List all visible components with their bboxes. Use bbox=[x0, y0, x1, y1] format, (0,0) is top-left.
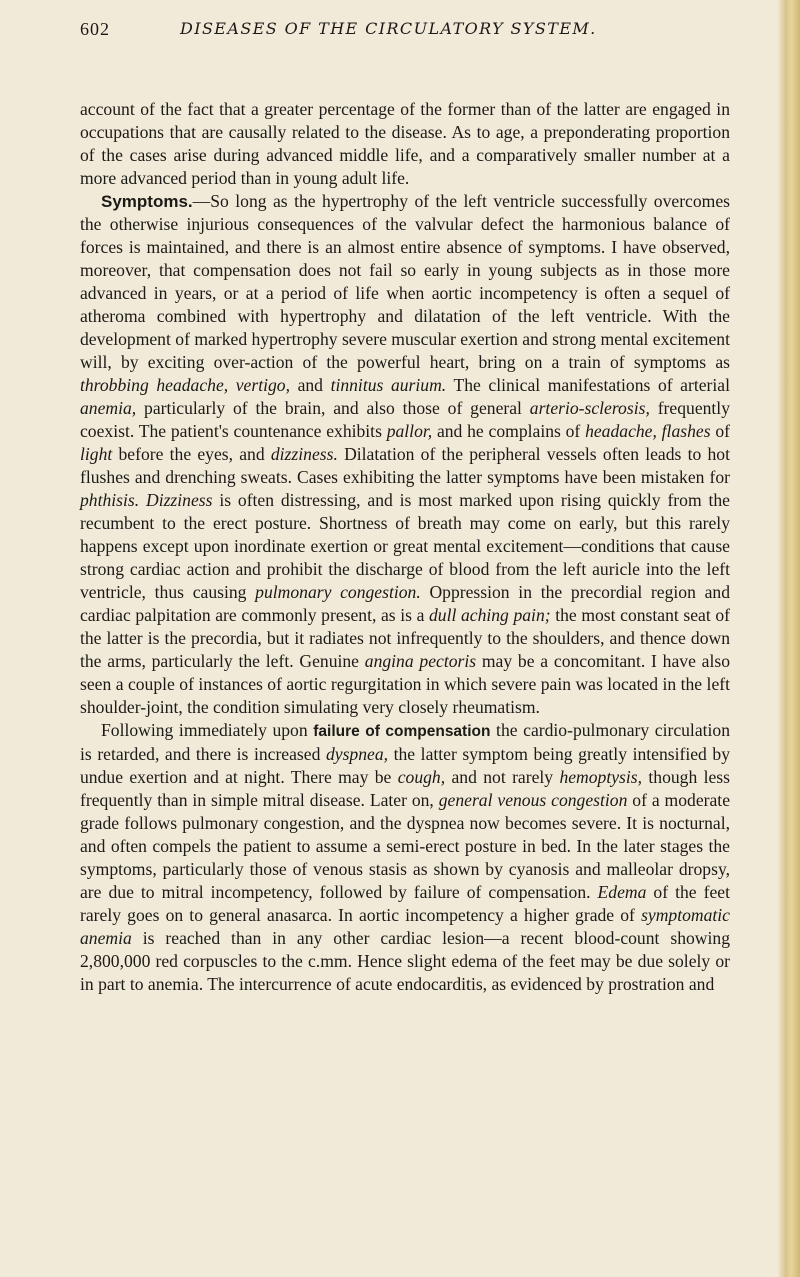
text-run: Dilatation of the peripheral vessels often leads to hot flushes and drenching sweats. Cases exhibiting the latter symptoms have been mistaken for bbox=[80, 444, 730, 487]
section-heading-symptoms: Symptoms. bbox=[101, 192, 193, 211]
text-run: the cardio-pulmonary circulation is retarded, and there is increased bbox=[80, 720, 730, 764]
page-edge-shadow bbox=[778, 0, 800, 1277]
emphasis: light bbox=[80, 444, 113, 464]
text-run: the latter symptom being greatly intensified by undue exertion and at night. There may be bbox=[80, 744, 731, 787]
emphasis: dyspnea, bbox=[325, 744, 389, 764]
emphasis: symptomatic anemia bbox=[80, 905, 730, 948]
emphasis: throbbing headache, vertigo, bbox=[80, 375, 290, 395]
running-head bbox=[80, 14, 730, 44]
text-run: and bbox=[289, 375, 331, 395]
emphasis: angina pectoris bbox=[364, 651, 477, 671]
emphasis: Edema bbox=[597, 882, 647, 902]
emphasis: headache, flashes bbox=[585, 421, 711, 441]
text-run: of a moderate grade follows pulmonary congestion, and the dyspnea now becomes severe. It is nocturnal, and often compels the patient to assume a semi-erect posture in bed. In the later stages the symptoms, particularly those of venous stasis as shown by cyanosis and malleolar dropsy, are due to mitral incompetency, followed by failure of compensation. bbox=[80, 790, 730, 902]
text-run: is reached than in any other cardiac lesion—a recent blood-count showing 2,800,000 red corpuscles to the c.mm. Hence slight edema of the feet may be due solely or in part to anemia. The intercurrence of acute endocarditis, as evidenced by prostration and bbox=[80, 928, 730, 994]
paragraph-failure-of-compensation bbox=[80, 719, 730, 996]
emphasis: arterio-sclerosis, bbox=[529, 398, 650, 418]
running-title: DISEASES OF THE CIRCULATORY SYSTEM. bbox=[180, 19, 597, 38]
page-number: 602 bbox=[80, 19, 110, 39]
paragraph-age: account of the fact that a greater percentage of the former than of the latter are engaged in occupations that are causally related to the disease. As to age, a preponderating proportion of the cases arise during advanced middle life, and a comparatively smaller number at a more advanced period than in young adult life. bbox=[80, 99, 730, 188]
emphasis: dizziness. bbox=[270, 444, 338, 464]
text-run: is often distressing, and is most marked upon rising quickly from the recumbent to the erect posture. Shortness of breath may come on early, but this rarely happens except upon inordinate exertion or great mental excitement—conditions that cause strong cardiac action and prohibit the discharge of blood from the left auricle into the left ventricle, thus causing bbox=[80, 490, 730, 602]
text-run: The clinical manifestations of arterial bbox=[446, 375, 730, 395]
text-run: particularly of the brain, and also those of general bbox=[136, 398, 530, 418]
text-run: before the eyes, and bbox=[112, 444, 271, 464]
text-run: —So long as the hypertrophy of the left ventricle successfully overcomes the otherwise injurious consequences of the valvular defect the harmonious balance of forces is maintained, and there is an almost entire absence of symptoms. I have observed, moreover, that compensation does not fail so early in young subjects as in those more advanced in years, or at a period of life when aortic incompetency is often a sequel of atheroma combined with hypertrophy and dilatation of the left ventricle. With the development of marked hypertrophy severe muscular exertion and strong mental excitement will, by exciting over-action of the powerful heart, bring on a train of symptoms as bbox=[80, 191, 730, 372]
emphasis: pulmonary congestion. bbox=[255, 582, 421, 602]
emphasis: cough, bbox=[397, 767, 446, 787]
text-run: the most constant seat of the latter is the precordia, but it radiates not infrequently to the shoulders, and thence down the arms, particularly the left. Genuine bbox=[80, 605, 730, 671]
emphasis: general venous congestion bbox=[438, 790, 628, 810]
text-run: of bbox=[710, 421, 730, 441]
text-run: may be a concomitant. I have also seen a couple of instances of aortic regurgitation in which severe pain was located in the left shoulder-joint, the condition simulating very closely rheumatism. bbox=[80, 651, 730, 717]
emphasis: anemia, bbox=[80, 398, 137, 418]
text-run: and not rarely bbox=[445, 767, 560, 787]
emphasis: hemoptysis, bbox=[559, 767, 643, 787]
text-run: Oppression in the precordial region and cardiac palpitation are commonly present, as is a bbox=[80, 582, 730, 625]
emphasis: tinnitus aurium. bbox=[330, 375, 447, 395]
body-text bbox=[80, 98, 730, 996]
text-run: frequently coexist. The patient's countenance exhibits bbox=[80, 398, 730, 441]
text-run: and he complains of bbox=[432, 421, 586, 441]
text-run: though less frequently than in simple mitral disease. Later on, bbox=[80, 767, 730, 810]
emphasis: dull aching pain; bbox=[429, 605, 551, 625]
emphasis: pallor, bbox=[386, 421, 433, 441]
paragraph-symptoms bbox=[80, 190, 730, 719]
text-run: Following immediately upon bbox=[101, 720, 314, 740]
bold-term: failure of compensation bbox=[313, 723, 491, 740]
book-page bbox=[80, 14, 730, 996]
emphasis: phthisis. Dizziness bbox=[80, 490, 213, 510]
text-run: of the feet rarely goes on to general anasarca. In aortic incompetency a higher grade of bbox=[80, 882, 730, 925]
